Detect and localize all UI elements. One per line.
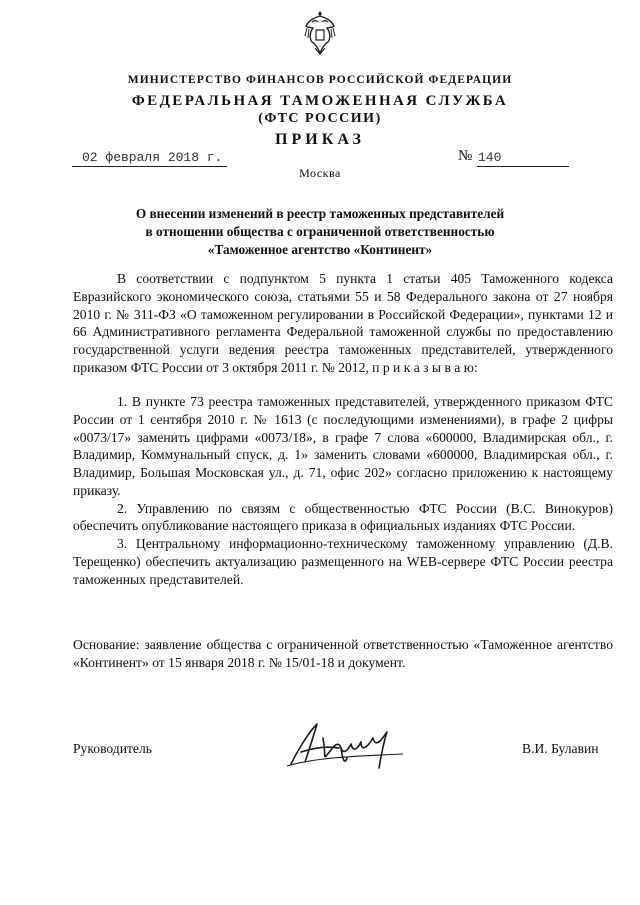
order-item-1: 1. В пункте 73 реестра таможенных представителей, утвержденного приказом ФТС России от 1 сентября 2010 г. № 1613 (с последующими изменениями), в графе 2 цифры «0073/17» заменить цифрами «0073/18», в графе 7 слова «600000, Владимирская обл., г. Владимир, Коммунальный спуск, д. 1» заменить словами «600000, Владимирская обл., г. Владимир, Большая Московская ул., д. 71, офис 202» согласно приложению к настоящему приказу. [73, 394, 613, 498]
service-abbreviation: (ФТС РОССИИ) [258, 111, 382, 126]
ministry-name: МИНИСТЕРСТВО ФИНАНСОВ РОССИЙСКОЙ ФЕДЕРАЦИИ [127, 74, 513, 86]
coat-of-arms-icon [303, 8, 337, 58]
order-number: 140 [478, 150, 502, 165]
document-type: ПРИКАЗ [275, 131, 365, 148]
title-line-2: в отношении общества с ограниченной ответственностью [145, 224, 495, 239]
signatory-title: Руководитель [73, 741, 152, 756]
order-date: 02 февраля 2018 г. [82, 150, 223, 165]
title-line-1: О внесении изменений в реестр таможенных представителей [135, 206, 505, 221]
preamble [73, 270, 613, 377]
order-item-2: 2. Управлению по связям с общественностью ФТС России (В.С. Винокуров) обеспечить опубликование настоящего приказа в официальных изданиях ФТС России. [73, 500, 613, 534]
title-line-3: «Таможенное агентство «Континент» [207, 242, 433, 257]
order-item-3: 3. Центральному информационно-техническому таможенному управлению (Д.В. Терещенко) обеспечить актуализацию размещенного на WEB-сервере ФТС России реестра таможенных представителей. [73, 536, 613, 587]
handwritten-signature [283, 718, 408, 773]
preamble-paragraph: В соответствии с подпунктом 5 пункта 1 статьи 405 Таможенного кодекса Евразийского экономического союза, статьями 55 и 58 Федерального закона от 27 ноября 2010 г. № 311-ФЗ «О таможенном регулировании в Российской Федерации», пунктами 12 и 66 Административного регламента Федеральной таможенной службы по предоставлению государственной услуги ведения реестра таможенных представителей, утвержденного приказом ФТС России от 3 октября 2011 г. № 2012, п р и к а з ы в а ю: [73, 271, 613, 375]
city: Москва [299, 166, 341, 180]
signatory-name: В.И. Булавин [522, 741, 599, 756]
basis-paragraph: Основание: заявление общества с ограниченной ответственностью «Таможенное агентство «Континент» от 15 января 2018 г. № 15/01-18 и документ. [73, 637, 613, 670]
number-label: № [458, 148, 473, 164]
service-name: ФЕДЕРАЛЬНАЯ ТАМОЖЕННАЯ СЛУЖБА [131, 93, 509, 109]
order-items [73, 393, 613, 588]
